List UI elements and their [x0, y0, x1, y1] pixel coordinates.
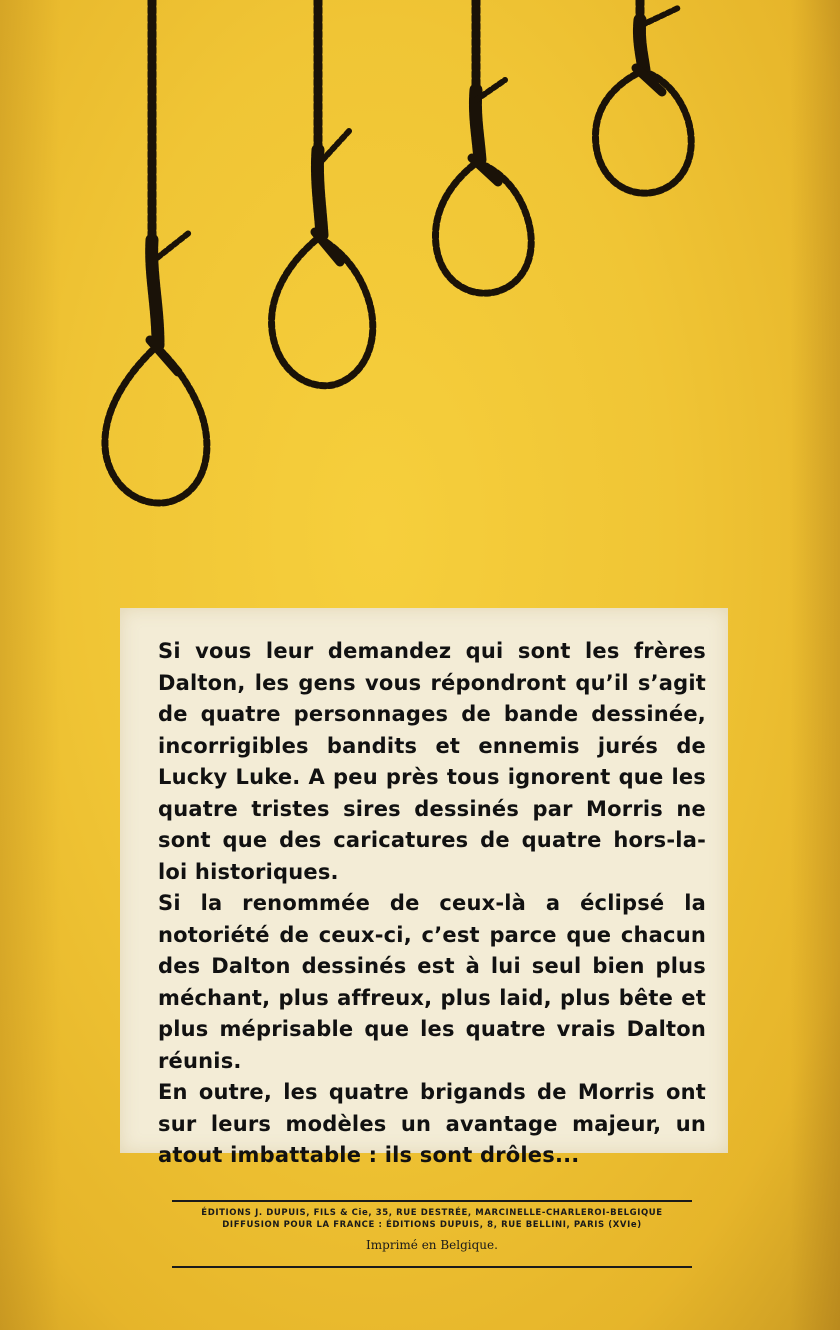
back-cover-blurb [158, 636, 706, 1172]
hanging-noose-icon [272, 0, 373, 386]
hanging-noose-icon [595, 0, 691, 193]
blurb-paragraph: En outre, les quatre brigands de Morris ont sur leurs modèles un avantage majeur, un atout imbattable : ils sont drôles... [158, 1080, 706, 1167]
distribution-address: DIFFUSION POUR LA FRANCE : ÉDITIONS DUPUIS, 8, RUE BELLINI, PARIS (XVIe) [222, 1220, 642, 1230]
imprint-rule-bottom [172, 1266, 692, 1268]
publisher-imprint [172, 1200, 692, 1270]
hanging-noose-icon [105, 0, 207, 503]
imprint-rule-top [172, 1200, 692, 1202]
hanging-noose-icon [435, 0, 531, 293]
blurb-paragraph: Si la renommée de ceux-là a éclipsé la notoriété de ceux-ci, c’est parce que chacun des Dalton dessinés est à lui seul bien plus méchant, plus affreux, plus laid, plus bête et plus méprisable que les quatre vrais Dalton réunis. [158, 891, 706, 1073]
nooses-illustration [0, 0, 840, 560]
blurb-paragraph: Si vous leur demandez qui sont les frères Dalton, les gens vous répondront qu’il s’agit de quatre personnages de bande dessinée, incorrigibles bandits et ennemis jurés de Lucky Luke. A peu près tous ignorent que les quatre tristes sires dessinés par Morris ne sont que des caricatures de quatre hors-la-loi historiques. [158, 639, 706, 884]
printed-in-note: Imprimé en Belgique. [366, 1238, 498, 1252]
publisher-address: ÉDITIONS J. DUPUIS, FILS & Cie, 35, RUE DESTRÉE, MARCINELLE-CHARLEROI-BELGIQUE [201, 1208, 663, 1218]
